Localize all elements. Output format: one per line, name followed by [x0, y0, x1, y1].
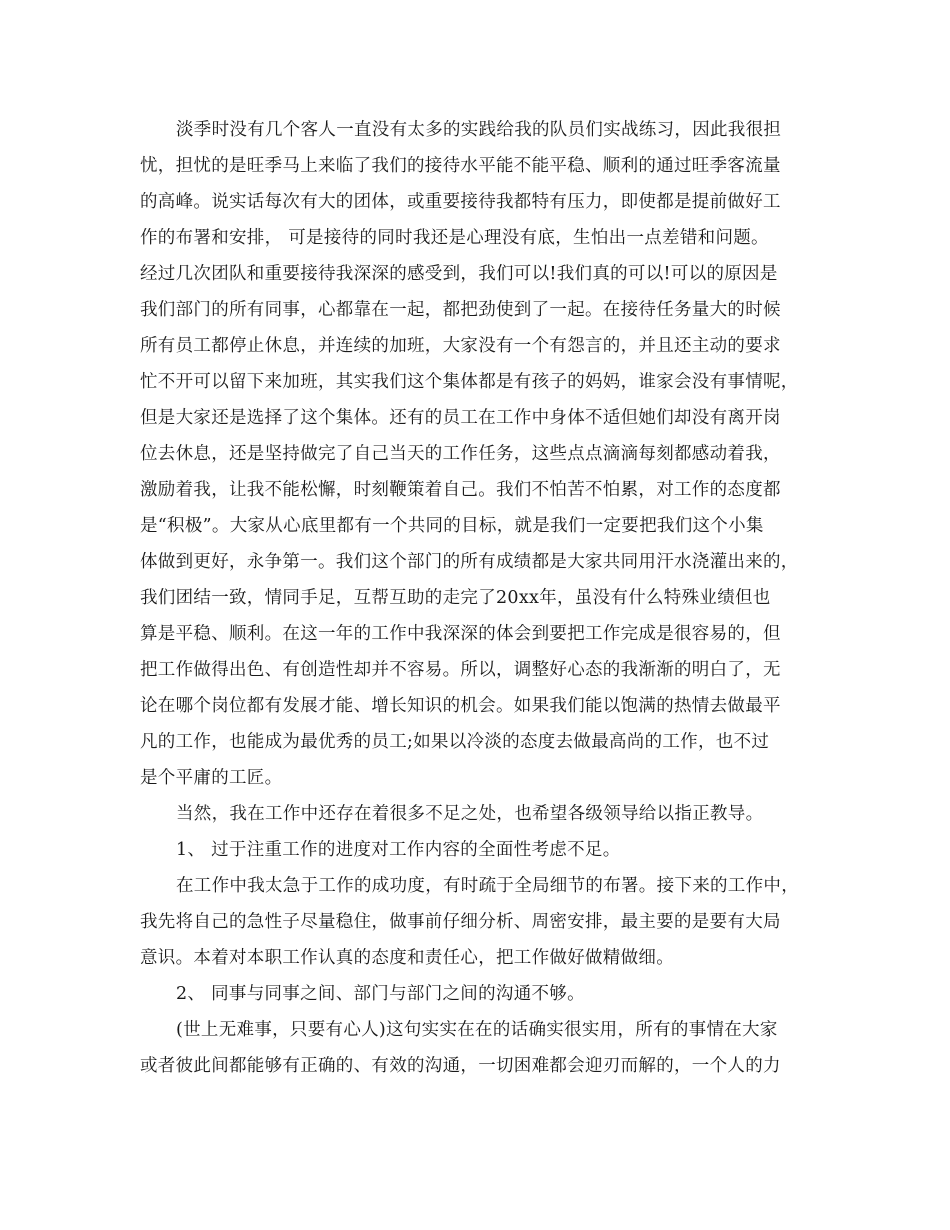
- text-line: 作的布署和安排， 可是接待的同时我还是心理没有底，生怕出一点差错和问题。: [140, 228, 769, 248]
- text-line: 忙不开可以留下来加班，其实我们这个集体都是有孩子的妈妈，谁家会没有事情呢，: [140, 372, 799, 392]
- text-line: 我先将自己的急性子尽量稳住，做事前仔细分析、周密安排，最主要的是要有大局: [140, 912, 781, 932]
- text-line: 我们部门的所有同事，心都靠在一起，都把劲使到了一起。在接待任务量大的时候: [140, 300, 781, 320]
- text-line: 所有员工都停止休息，并连续的加班，大家没有一个有怨言的，并且还主动的要求: [140, 336, 781, 356]
- text-line: 凡的工作，也能成为最优秀的员工;如果以冷淡的态度去做最高尚的工作，也不过: [140, 732, 770, 752]
- text-line: 是个平庸的工匠。: [140, 768, 283, 788]
- list-heading-2: 2、 同事与同事之间、部门与部门之间的沟通不够。: [176, 984, 585, 1004]
- text-line: 但是大家还是选择了这个集体。还有的员工在工作中身体不适但她们却没有离开岗: [140, 408, 781, 428]
- text-line: 或者彼此间都能够有正确的、有效的沟通，一切困难都会迎刃而解的，一个人的力: [140, 1056, 781, 1076]
- text-line: 激励着我，让我不能松懈，时刻鞭策着自己。我们不怕苦不怕累，对工作的态度都: [140, 480, 781, 500]
- list-heading-1: 1、 过于注重工作的进度对工作内容的全面性考虑不足。: [176, 840, 621, 860]
- text-line: 把工作做得出色、有创造性却并不容易。所以，调整好心态的我渐渐的明白了，无: [140, 660, 781, 680]
- text-line: 是“积极”。大家从心底里都有一个共同的目标，就是我们一定要把我们这个小集: [140, 516, 764, 536]
- text-line: 的高峰。说实话每次有大的团体，或重要接待我都特有压力，即使都是提前做好工: [140, 192, 781, 212]
- text-line: 淡季时没有几个客人一直没有太多的实践给我的队员们实战练习，因此我很担: [176, 120, 782, 140]
- text-line: 在工作中我太急于工作的成功度，有时疏于全局细节的布署。接下来的工作中，: [176, 876, 799, 896]
- text-line: 当然，我在工作中还存在着很多不足之处，也希望各级领导给以指正教导。: [176, 804, 764, 824]
- text-line: 论在哪个岗位都有发展才能、增长知识的机会。如果我们能以饱满的热情去做最平: [140, 696, 781, 716]
- text-line: 体做到更好，永争第一。我们这个部门的所有成绩都是大家共同用汗水浇灌出来的，: [140, 552, 799, 572]
- text-line: 位去休息，还是坚持做完了自己当天的工作任务，这些点点滴滴每刻都感动着我，: [140, 444, 781, 464]
- text-line: 算是平稳、顺利。在这一年的工作中我深深的体会到要把工作完成是很容易的，但: [140, 624, 781, 644]
- text-line: 意识。本着对本职工作认真的态度和责任心，把工作做好做精做细。: [140, 948, 674, 968]
- text-line: 经过几次团队和重要接待我深深的感受到，我们可以!我们真的可以!可以的原因是: [140, 264, 778, 284]
- text-line: 忧，担忧的是旺季马上来临了我们的接待水平能不能平稳、顺利的通过旺季客流量: [140, 156, 781, 176]
- text-line: (世上无难事，只要有心人)这句实实在在的话确实很实用，所有的事情在大家: [176, 1020, 778, 1040]
- text-line: 我们团结一致，情同手足，互帮互助的走完了20xx年，虽没有什么特殊业绩但也: [140, 588, 771, 608]
